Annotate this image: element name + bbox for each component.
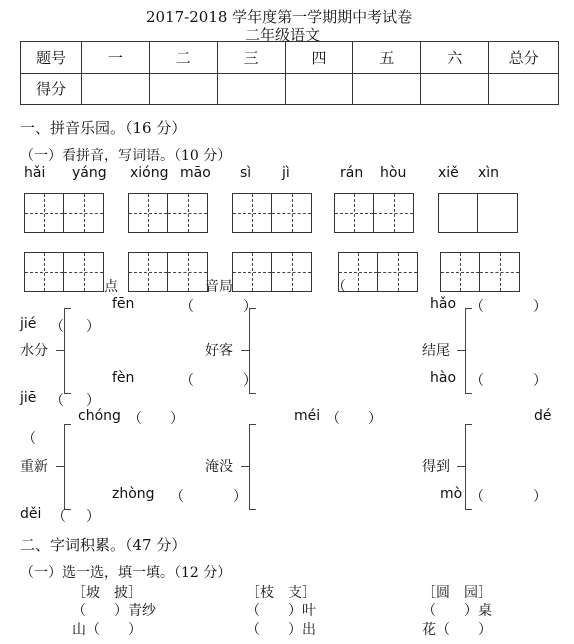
pinyin: xióng bbox=[130, 165, 169, 181]
fill-blank[interactable]: （ ）桌 bbox=[422, 603, 492, 619]
paren-close: ） bbox=[86, 319, 100, 335]
choice-group: ［坡 披］ bbox=[72, 585, 142, 601]
writing-grid[interactable] bbox=[128, 193, 208, 233]
writing-grid[interactable] bbox=[24, 193, 104, 233]
score-blank-cell[interactable] bbox=[149, 73, 217, 105]
fill-blank[interactable]: （ ）青纱 bbox=[72, 603, 156, 619]
paren-open: （ bbox=[470, 373, 484, 389]
paren-open: （ bbox=[470, 489, 484, 505]
paren-close: ） bbox=[170, 411, 184, 427]
pinyin: fèn bbox=[112, 370, 135, 386]
pinyin: hòu bbox=[380, 165, 407, 181]
writing-grid[interactable] bbox=[24, 252, 104, 292]
fill-blank[interactable]: 花（ ） bbox=[422, 622, 492, 638]
pinyin: fēn bbox=[112, 296, 135, 312]
pinyin: yáng bbox=[72, 165, 107, 181]
score-blank-cell[interactable] bbox=[353, 73, 421, 105]
writing-cell[interactable] bbox=[478, 193, 518, 233]
section2-part1-title: （一）选一选，填一填。（12 分） bbox=[20, 565, 232, 581]
pinyin: méi bbox=[294, 408, 321, 424]
section2-title: 二、字词积累。（47 分） bbox=[20, 536, 187, 554]
score-blank-cell[interactable] bbox=[217, 73, 285, 105]
paren-close: ） bbox=[243, 373, 257, 389]
brace-tick bbox=[56, 466, 64, 467]
word-chongxin: 重新 bbox=[20, 459, 48, 475]
paren-close: ） bbox=[86, 509, 100, 525]
score-table-score-row bbox=[21, 73, 559, 105]
paren-open: （ bbox=[470, 299, 484, 315]
pinyin: mò bbox=[440, 486, 463, 502]
pinyin: dé bbox=[534, 408, 552, 424]
text-fragment: 音局 bbox=[205, 279, 233, 295]
word-yanmo: 淹没 bbox=[205, 459, 233, 475]
fill-blank[interactable]: （ ）叶 bbox=[246, 603, 316, 619]
choice-group: ［枝 支］ bbox=[246, 585, 316, 601]
brace bbox=[249, 424, 256, 510]
paren-open: （ bbox=[180, 373, 194, 389]
pinyin: sì bbox=[240, 165, 252, 181]
score-header-cell: 三 bbox=[217, 42, 285, 74]
writing-grid[interactable] bbox=[440, 252, 520, 292]
writing-cell[interactable] bbox=[64, 252, 104, 292]
score-header-cell: 总分 bbox=[489, 42, 559, 74]
pinyin: māo bbox=[180, 165, 211, 181]
pinyin: děi bbox=[20, 506, 42, 522]
pinyin: hào bbox=[430, 370, 457, 386]
exam-title: 2017-2018 学年度第一学期期中考试卷 bbox=[146, 8, 413, 26]
writing-cell[interactable] bbox=[334, 193, 374, 233]
paren-close: ） bbox=[86, 393, 100, 409]
word-dedao: 得到 bbox=[422, 459, 450, 475]
score-blank-cell[interactable] bbox=[285, 73, 353, 105]
paren-open: （ bbox=[50, 393, 64, 409]
paren-open: （ bbox=[52, 509, 66, 525]
pinyin: jiē bbox=[20, 390, 37, 406]
writing-cell[interactable] bbox=[168, 193, 208, 233]
paren-open: （ bbox=[128, 411, 142, 427]
score-table-header-row bbox=[21, 42, 559, 74]
paren-open: （ bbox=[50, 319, 64, 335]
score-blank-cell[interactable] bbox=[489, 73, 559, 105]
score-header-cell: 二 bbox=[149, 42, 217, 74]
section1-part1-title: （一）看拼音，写词语。（10 分） bbox=[20, 148, 232, 164]
pinyin: chóng bbox=[78, 408, 121, 424]
pinyin: jì bbox=[282, 165, 290, 181]
score-blank-cell[interactable] bbox=[421, 73, 489, 105]
paren-open: （ bbox=[326, 411, 340, 427]
writing-cell[interactable] bbox=[438, 193, 478, 233]
brace-tick bbox=[241, 466, 249, 467]
brace-tick bbox=[457, 350, 465, 351]
brace bbox=[64, 308, 71, 394]
writing-cell[interactable] bbox=[128, 193, 168, 233]
paren-close: ） bbox=[533, 373, 547, 389]
paren-close: ） bbox=[233, 489, 247, 505]
brace-tick bbox=[457, 466, 465, 467]
pinyin: xiě bbox=[438, 165, 459, 181]
paren-close: ） bbox=[533, 489, 547, 505]
fill-blank[interactable]: （ ）出 bbox=[246, 622, 316, 638]
writing-grid[interactable] bbox=[334, 193, 414, 233]
brace-tick bbox=[241, 350, 249, 351]
word-jiewei: 结尾 bbox=[422, 343, 450, 359]
writing-cell[interactable] bbox=[232, 252, 272, 292]
word-haoke: 好客 bbox=[205, 343, 233, 359]
paren-open: （ bbox=[180, 299, 194, 315]
pinyin: jié bbox=[20, 316, 37, 332]
paren-close: ） bbox=[243, 299, 257, 315]
score-header-cell: 六 bbox=[421, 42, 489, 74]
pinyin: rán bbox=[340, 165, 364, 181]
writing-cell[interactable] bbox=[232, 193, 272, 233]
score-header-cell: 四 bbox=[285, 42, 353, 74]
writing-cell[interactable] bbox=[64, 193, 104, 233]
score-header-cell: 题号 bbox=[21, 42, 82, 74]
section1-title: 一、拼音乐园。（16 分） bbox=[20, 119, 187, 137]
writing-cell[interactable] bbox=[480, 252, 520, 292]
writing-grid[interactable] bbox=[232, 193, 312, 233]
writing-cell[interactable] bbox=[272, 193, 312, 233]
paren-close: ） bbox=[533, 299, 547, 315]
score-header-cell: 一 bbox=[82, 42, 150, 74]
writing-cell[interactable] bbox=[378, 252, 418, 292]
score-header-cell: 五 bbox=[353, 42, 421, 74]
exam-subtitle: 二年级语文 bbox=[245, 26, 321, 44]
word-shuifen: 水分 bbox=[20, 343, 48, 359]
writing-cell[interactable] bbox=[24, 193, 64, 233]
writing-grid[interactable] bbox=[128, 252, 208, 292]
pinyin: hǎi bbox=[24, 165, 46, 181]
writing-grid[interactable] bbox=[232, 252, 312, 292]
writing-cell[interactable] bbox=[24, 252, 64, 292]
paren-open: （ bbox=[170, 489, 184, 505]
brace-tick bbox=[56, 350, 64, 351]
brace bbox=[64, 424, 71, 510]
writing-cell[interactable] bbox=[272, 252, 312, 292]
score-row-label: 得分 bbox=[21, 73, 82, 105]
text-fragment: 点 bbox=[104, 279, 118, 295]
score-table bbox=[20, 41, 559, 105]
writing-grid[interactable] bbox=[438, 193, 518, 233]
paren-open: （ bbox=[22, 431, 36, 447]
fill-blank[interactable]: 山（ ） bbox=[72, 622, 142, 638]
choice-group: ［圆 园］ bbox=[422, 585, 492, 601]
writing-cell[interactable] bbox=[128, 252, 168, 292]
writing-cell[interactable] bbox=[168, 252, 208, 292]
writing-cell[interactable] bbox=[374, 193, 414, 233]
text-fragment: （ bbox=[332, 279, 346, 295]
writing-grid[interactable] bbox=[338, 252, 418, 292]
pinyin: zhòng bbox=[112, 486, 155, 502]
pinyin: xìn bbox=[478, 165, 500, 181]
pinyin: hǎo bbox=[430, 296, 457, 312]
score-blank-cell[interactable] bbox=[82, 73, 150, 105]
paren-close: ） bbox=[368, 411, 382, 427]
writing-cell[interactable] bbox=[440, 252, 480, 292]
